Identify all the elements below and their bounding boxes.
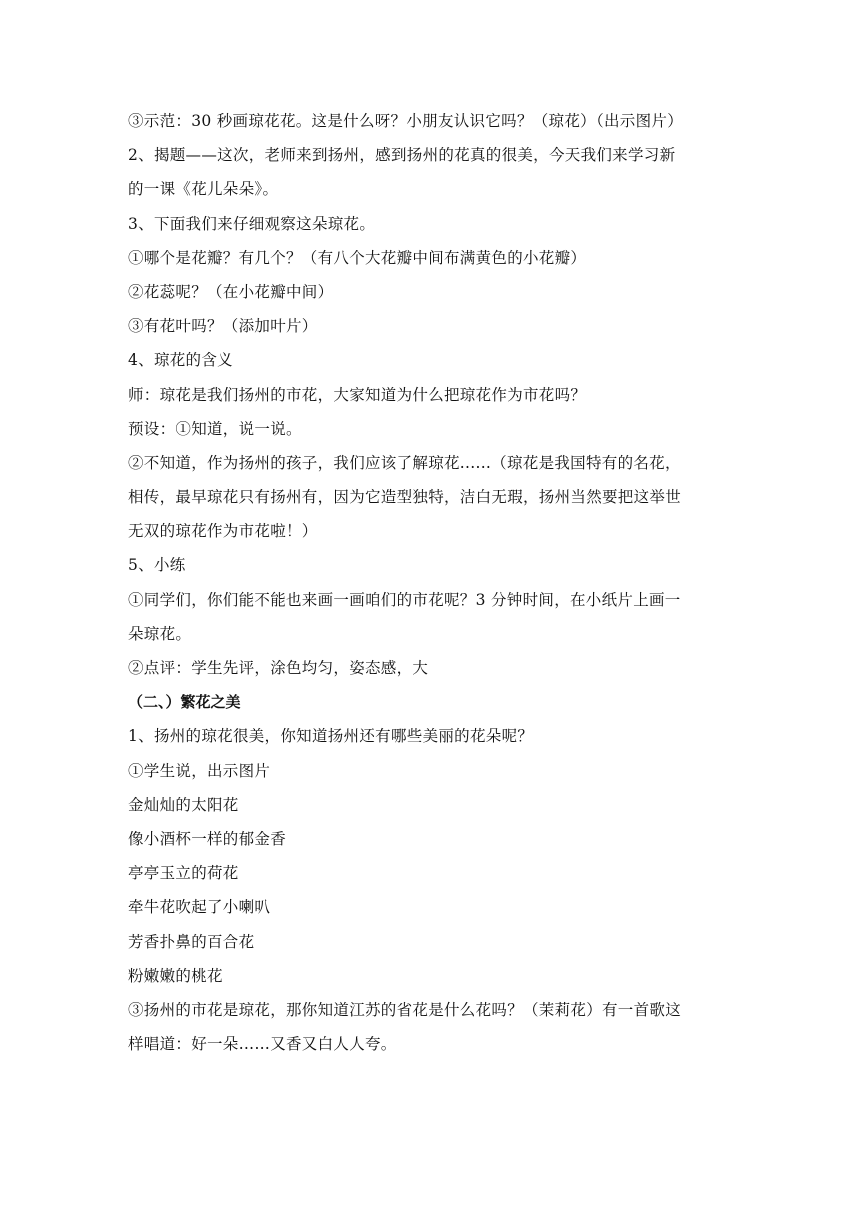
text-line: 师：琼花是我们扬州的市花，大家知道为什么把琼花作为市花吗？ (128, 385, 587, 404)
text-line: 预设：①知道，说一说。 (128, 419, 302, 438)
text-line: ①哪个是花瓣？有几个？（有八个大花瓣中间布满黄色的小花瓣） (128, 248, 587, 267)
text-line: 金灿灿的太阳花 (128, 795, 239, 814)
text-line: 的一课《花儿朵朵》。 (128, 180, 279, 199)
text-line: 粉嫩嫩的桃花 (128, 966, 223, 985)
text-line: 2、揭题——这次，老师来到扬州，感到扬州的花真的很美，今天我们来学习新 (128, 146, 676, 165)
text-line: 5、小练 (128, 556, 186, 575)
text-line: ③示范：30 秒画琼花花。这是什么呀？小朋友认识它吗？（琼花）（出示图片） (128, 112, 684, 130)
text-line: 无双的琼花作为市花啦！） (128, 522, 318, 541)
text-line: 3、下面我们来仔细观察这朵琼花。 (128, 214, 376, 233)
text-line: 4、琼花的含义 (128, 351, 233, 370)
text-line: 相传，最早琼花只有扬州有，因为它造型独特，洁白无瑕，扬州当然要把这举世 (128, 488, 682, 507)
text-line: ②点评：学生先评，涂色均匀，姿态感，大 (128, 659, 429, 677)
text-line: ①学生说，出示图片 (128, 761, 271, 780)
text-line: ②花蕊呢？（在小花瓣中间） (128, 282, 334, 301)
text-line: 芳香扑鼻的百合花 (128, 932, 255, 951)
section-heading: （二、）繁花之美 (128, 693, 241, 712)
text-line: 样唱道：好一朵……又香又白人人夸。 (128, 1035, 397, 1054)
text-line: 1、扬州的琼花很美，你知道扬州还有哪些美丽的花朵呢？ (128, 727, 534, 746)
text-line: 牵牛花吹起了小喇叭 (128, 898, 271, 917)
text-line: ②不知道，作为扬州的孩子，我们应该了解琼花......（琼花是我国特有的名花， (128, 453, 681, 472)
text-line: 亭亭玉立的荷花 (128, 864, 239, 883)
text-line: ①同学们，你们能不能也来画一画咱们的市花呢？3 分钟时间，在小纸片上画一 (128, 590, 681, 609)
document-body (128, 104, 738, 1061)
text-line: 朵琼花。 (128, 624, 192, 643)
text-line: 像小酒杯一样的郁金香 (128, 829, 287, 848)
text-line: ③有花叶吗？（添加叶片） (128, 317, 318, 336)
text-line: ③扬州的市花是琼花，那你知道江苏的省花是什么花吗？（茉莉花）有一首歌这 (128, 1000, 682, 1019)
